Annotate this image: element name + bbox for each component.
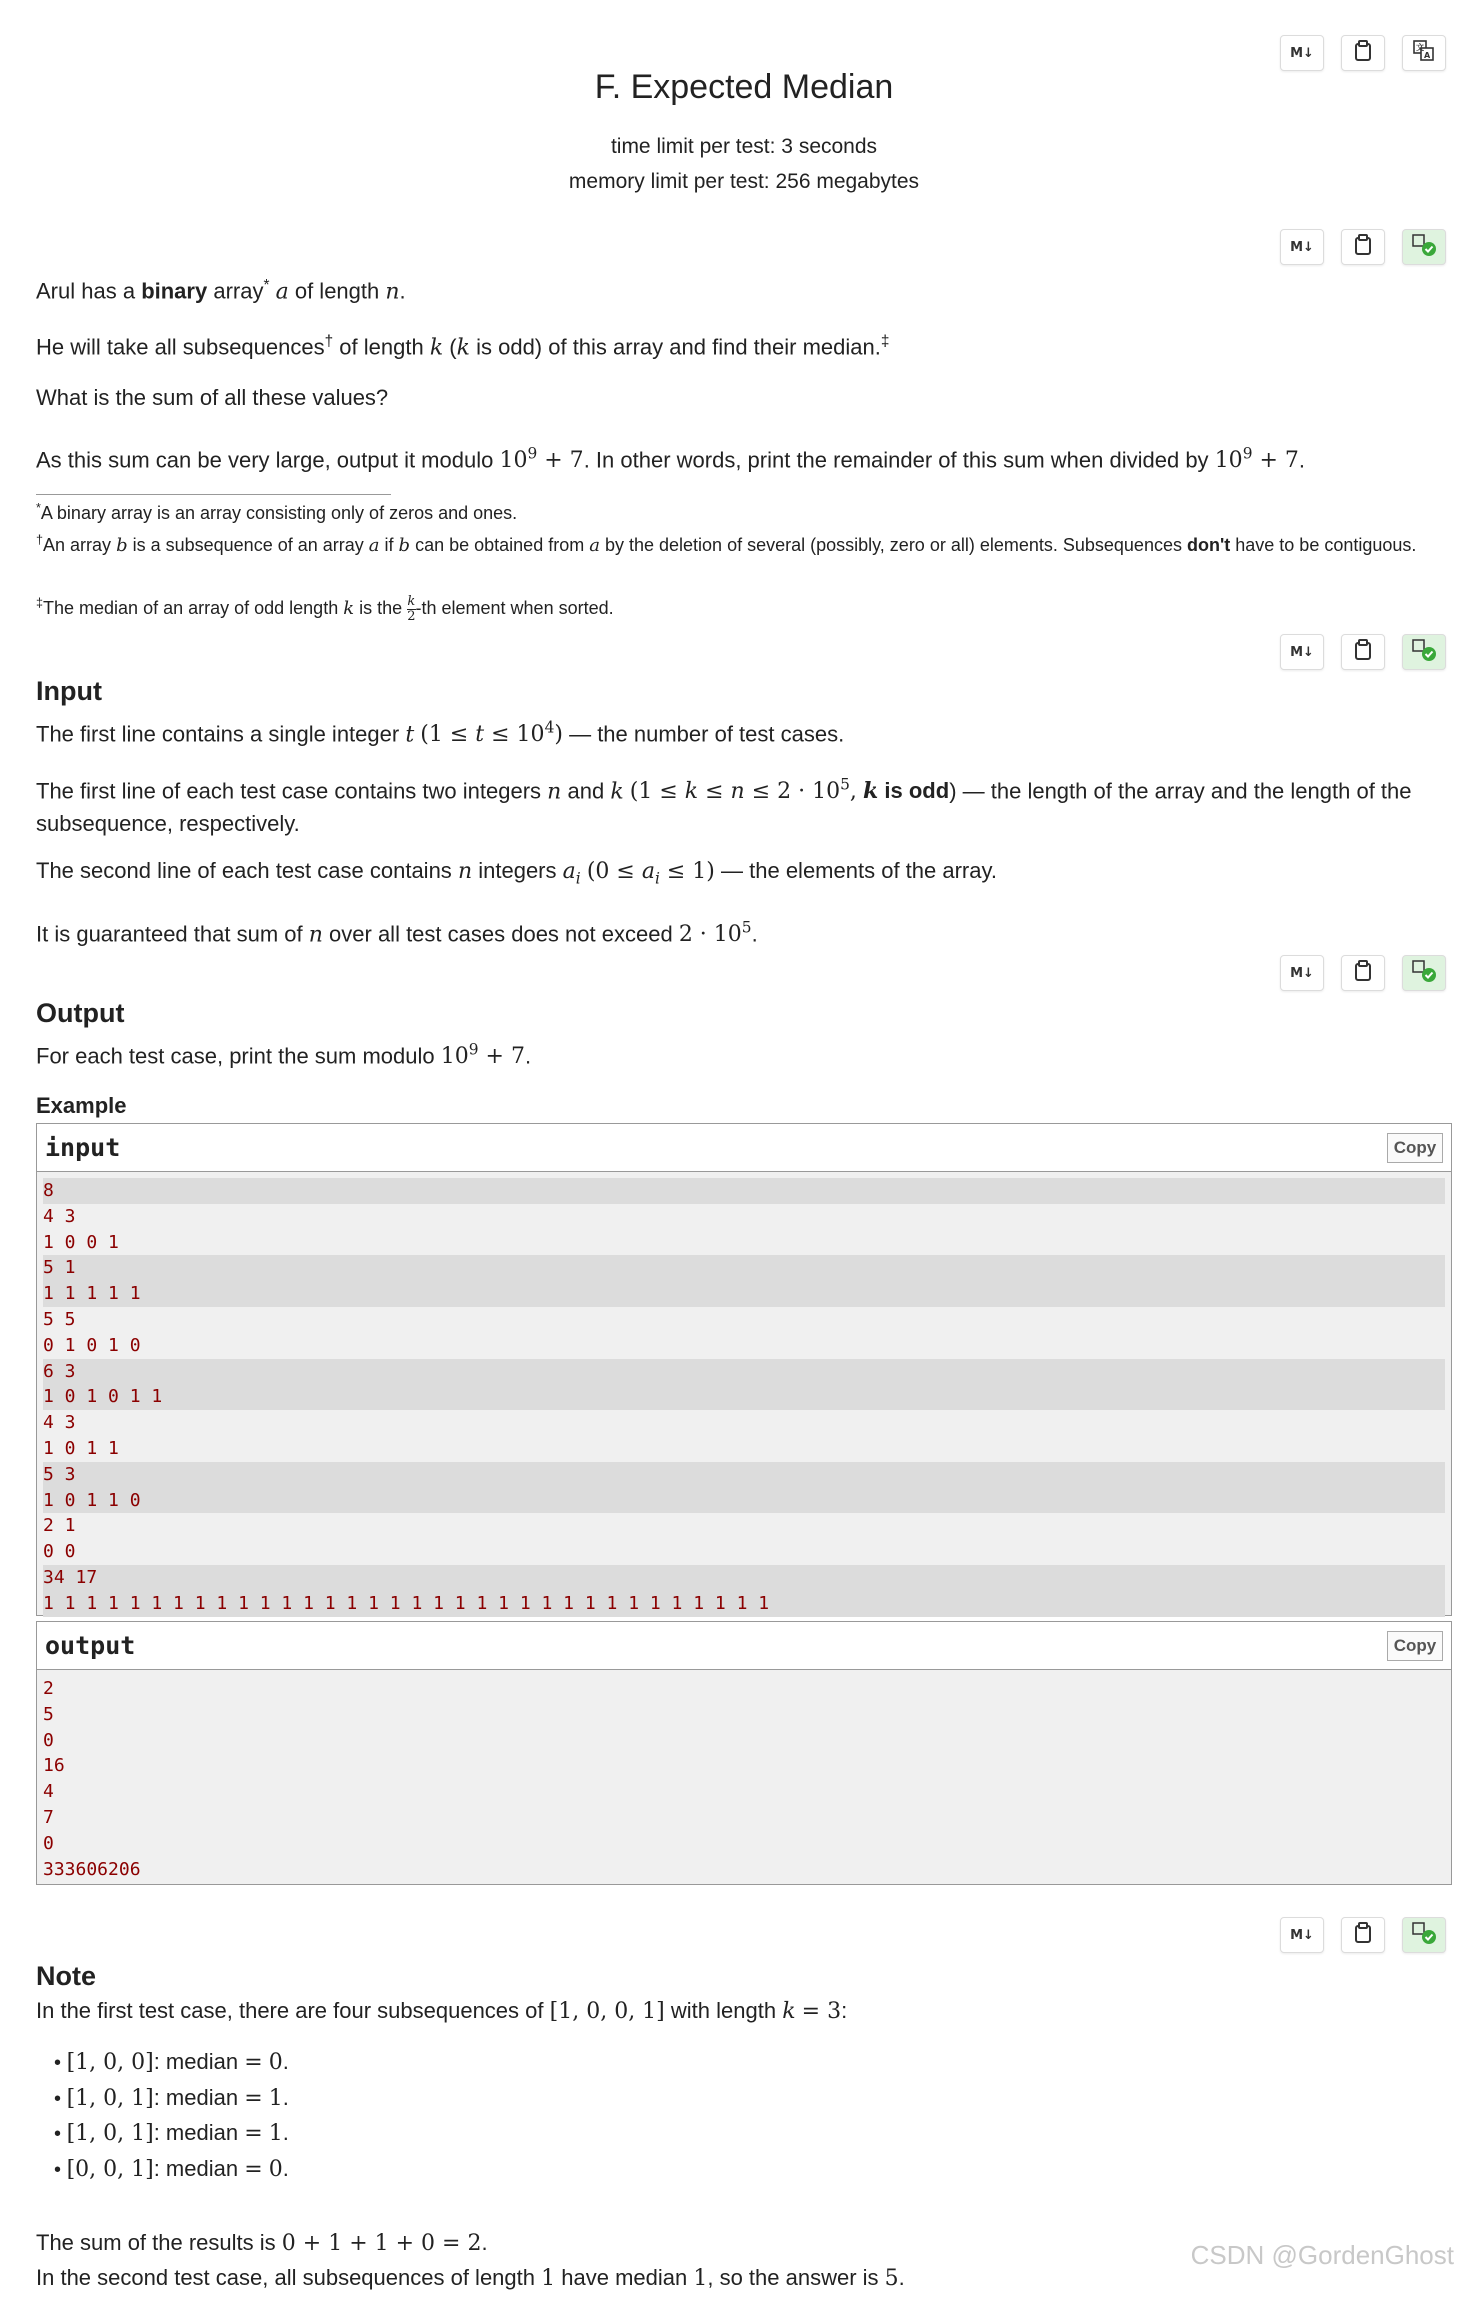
example-output-header <box>37 1622 1451 1670</box>
statement-toolbar <box>1280 229 1446 265</box>
translate-check-icon <box>1411 1921 1437 1949</box>
input-line: 0 1 0 1 0 <box>43 1334 141 1356</box>
svg-text:文: 文 <box>1416 43 1424 52</box>
input-line: 1 1 1 1 1 <box>43 1281 1445 1307</box>
input-line: 34 17 <box>43 1565 1445 1591</box>
markdown-button[interactable]: M↓ <box>1280 634 1324 670</box>
statement-paragraph-3: What is the sum of all these values? <box>36 385 389 410</box>
clipboard-icon <box>1353 234 1373 260</box>
output-line: 16 <box>43 1755 65 1777</box>
input-toolbar <box>1280 634 1446 670</box>
input-paragraph-2: The first line of each test case contains two integers n and k ($1 \le k \le n \le 2 \cdot 10^5$, k is odd) — the length of the array and the length of the subsequence, respectively. <box>36 776 1412 837</box>
input-line: 1 0 1 0 1 1 <box>43 1384 1445 1410</box>
markdown-button[interactable]: M↓ <box>1280 955 1324 991</box>
translate-check-icon <box>1411 959 1437 987</box>
footnote-2: †An array b is a subsequence of an array a if b can be obtained from a by the deletion of several (possibly, zero or all) elements. Subsequences don't have to be contiguous. <box>36 533 1417 556</box>
clipboard-icon <box>1353 639 1373 665</box>
output-paragraph-1: For each test case, print the sum modulo $10^9 + 7$. <box>36 1041 532 1070</box>
clipboard-button[interactable] <box>1341 955 1385 991</box>
output-line: 5 <box>43 1703 54 1725</box>
input-line: 1 0 0 1 <box>43 1231 119 1253</box>
clipboard-button[interactable] <box>1341 634 1385 670</box>
output-line: 0 <box>43 1729 54 1751</box>
example-input-header <box>37 1124 1451 1172</box>
input-line: 6 3 <box>43 1359 1445 1385</box>
clipboard-icon <box>1353 960 1373 986</box>
footnote-3: ‡The median of an array of odd length k is the $\frac{k}{2}$ -th element when sorted. <box>36 593 614 624</box>
input-paragraph-1: The first line contains a single integer t $(1 \le t \le 10^4)$ — the number of test cases. <box>36 719 845 748</box>
input-line: 5 5 <box>43 1308 76 1330</box>
output-line: 2 <box>43 1678 54 1699</box>
problem-header <box>0 68 1464 199</box>
clipboard-button[interactable] <box>1341 229 1385 265</box>
statement-paragraph-4: As this sum can be very large, output it modulo $10^9 + 7$. In other words, print the remainder of this sum when divided by $10^9 + 7$. <box>36 445 1306 474</box>
input-line: 5 3 <box>43 1462 1445 1488</box>
list-item: • [1, 0, 0]: median = 0. <box>54 2045 289 2081</box>
note-list <box>54 2045 289 2187</box>
example-output-code <box>37 1670 1451 1892</box>
output-toolbar <box>1280 955 1446 991</box>
translate-button[interactable] <box>1402 35 1446 71</box>
clipboard-icon <box>1353 40 1373 66</box>
clipboard-icon <box>1353 1922 1373 1948</box>
copy-input-button[interactable]: Copy <box>1387 1133 1443 1163</box>
translate-icon <box>1412 39 1436 67</box>
input-line: 5 1 <box>43 1255 1445 1281</box>
translate-button[interactable] <box>1402 229 1446 265</box>
example-output-label: output <box>45 1631 136 1660</box>
output-line: 0 <box>43 1832 54 1854</box>
header-toolbar <box>1280 35 1446 71</box>
input-line: 1 0 1 1 0 <box>43 1488 1445 1514</box>
translate-check-icon <box>1411 233 1437 261</box>
list-item: • [1, 0, 1]: median = 1. <box>54 2116 289 2152</box>
example-input-label: input <box>45 1133 121 1162</box>
copy-output-button[interactable]: Copy <box>1387 1631 1443 1661</box>
input-line: 8 <box>43 1178 1445 1204</box>
output-line: 333606206 <box>43 1858 141 1880</box>
input-line: 2 1 <box>43 1515 76 1537</box>
note-toolbar <box>1280 1917 1446 1953</box>
example-input-box <box>36 1123 1452 1616</box>
list-item: • [1, 0, 1]: median = 1. <box>54 2081 289 2117</box>
markdown-button[interactable]: M↓ <box>1280 35 1324 71</box>
translate-button[interactable] <box>1402 634 1446 670</box>
statement-paragraph-1: Arul has a binary array* a of length n. <box>36 277 406 305</box>
statement-paragraph-2: He will take all subsequences† of length k (k is odd) of this array and find their median.‡ <box>36 333 890 361</box>
input-line: 4 3 <box>43 1412 76 1434</box>
note-paragraph-1: In the first test case, there are four subsequences of [1, 0, 0, 1] with length k = 3: <box>36 1998 848 2024</box>
svg-text:A: A <box>1424 51 1431 60</box>
input-line: 0 0 <box>43 1541 76 1563</box>
markdown-button[interactable]: M↓ <box>1280 229 1324 265</box>
time-limit: time limit per test: 3 seconds <box>610 135 878 158</box>
memory-limit: memory limit per test: 256 megabytes <box>568 170 920 193</box>
input-line: 1 1 1 1 1 1 1 1 1 1 1 1 1 1 1 1 1 1 1 1 1 1 1 1 1 1 1 1 1 1 1 1 1 1 <box>43 1591 1445 1617</box>
output-section-title: Output <box>36 998 125 1028</box>
translate-button[interactable] <box>1402 1917 1446 1953</box>
example-input-code <box>37 1172 1451 1627</box>
clipboard-button[interactable] <box>1341 1917 1385 1953</box>
watermark: CSDN @GordenGhost <box>1190 2240 1454 2270</box>
input-paragraph-3: The second line of each test case contains n integers $a_i$ $(0 \le a_i \le 1)$ — the elements of the array. <box>36 858 997 888</box>
list-item: • [0, 0, 1]: median = 0. <box>54 2152 289 2188</box>
example-output-box <box>36 1621 1452 1885</box>
translate-button[interactable] <box>1402 955 1446 991</box>
markdown-button[interactable]: M↓ <box>1280 1917 1324 1953</box>
note-section-title: Note <box>36 1961 96 1991</box>
input-paragraph-4: It is guaranteed that sum of n over all test cases does not exceed $2 \cdot 10^5$. <box>36 919 758 948</box>
input-section-title: Input <box>36 676 102 706</box>
page-title: F. Expected Median <box>594 68 894 106</box>
translate-check-icon <box>1411 638 1437 666</box>
clipboard-button[interactable] <box>1341 35 1385 71</box>
example-title: Example <box>36 1093 127 1118</box>
output-line: 7 <box>43 1806 54 1828</box>
note-paragraph-3: In the second test case, all subsequences of length 1 have median 1, so the answer is 5. <box>36 2265 905 2291</box>
note-paragraph-2: The sum of the results is 0 + 1 + 1 + 0 = 2. <box>36 2230 488 2256</box>
output-line: 4 <box>43 1781 54 1803</box>
input-line: 4 3 <box>43 1205 76 1227</box>
footnote-1: *A binary array is an array consisting only of zeros and ones. <box>36 501 518 523</box>
input-line: 1 0 1 1 <box>43 1437 119 1459</box>
